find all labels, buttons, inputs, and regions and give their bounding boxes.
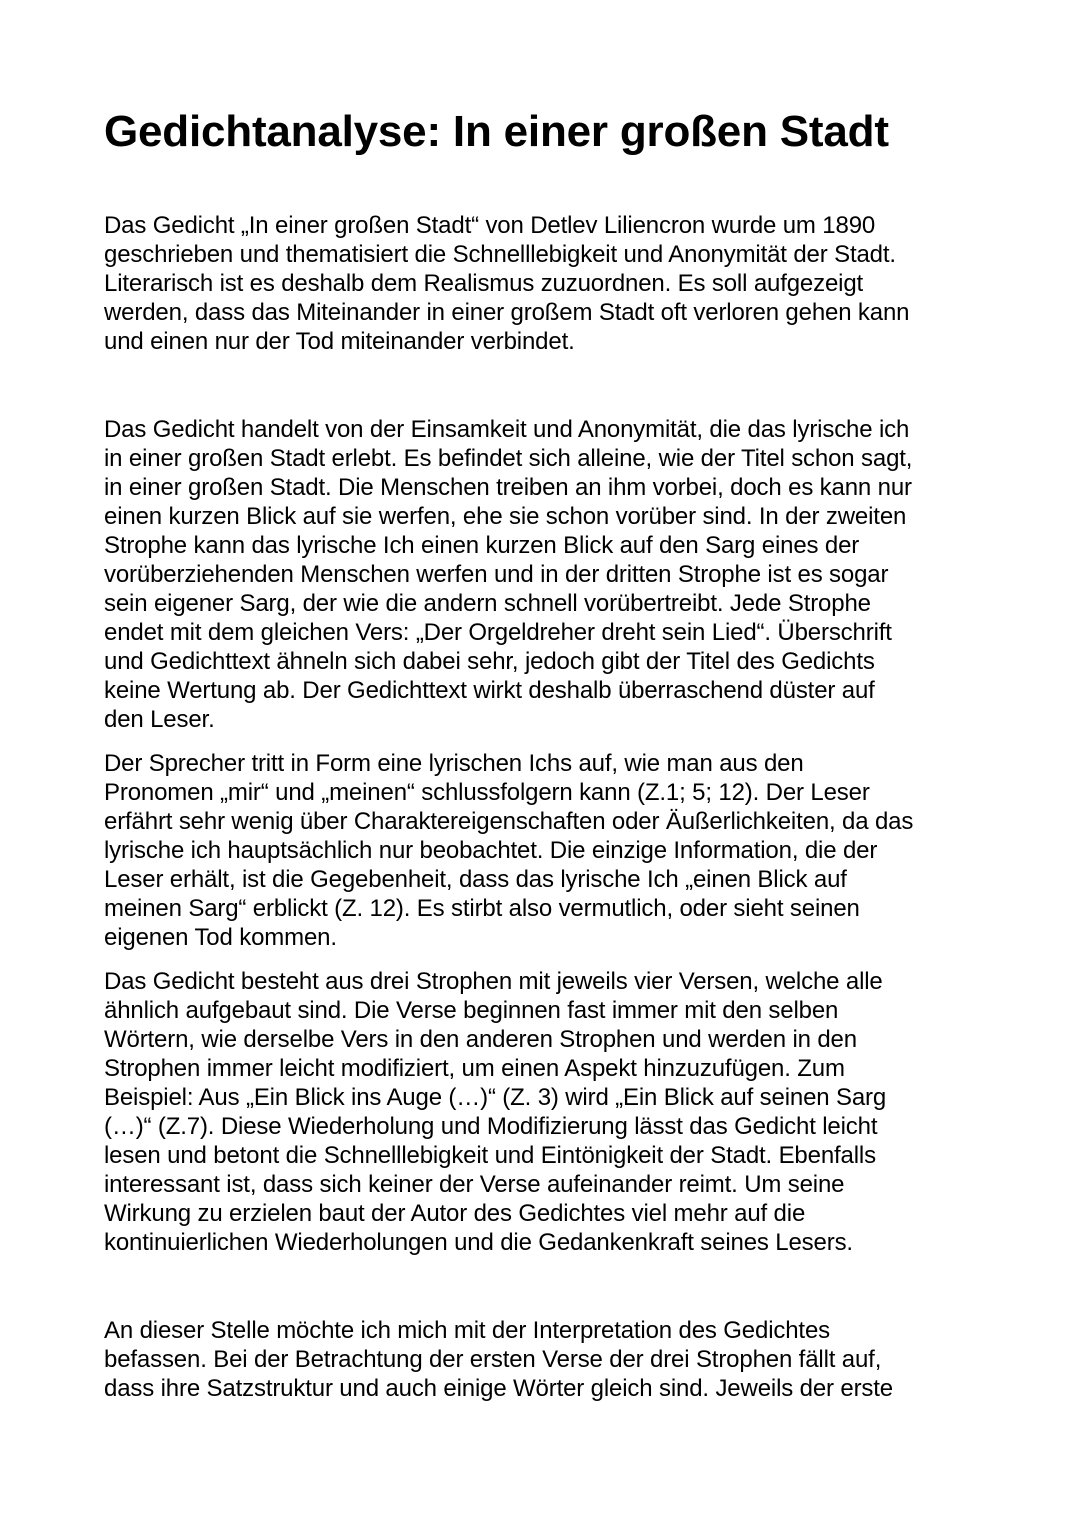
text-line: sein eigener Sarg, der wie die andern schnell vorübertreibt. Jede Strophe	[104, 590, 871, 617]
text-line: endet mit dem gleichen Vers: „Der Orgeldreher dreht sein Lied“. Überschrift	[104, 619, 892, 646]
page-title: Gedichtanalyse: In einer großen Stadt	[104, 107, 889, 156]
text-line: und einen nur der Tod miteinander verbindet.	[104, 328, 575, 355]
paragraph-content-summary	[104, 415, 984, 734]
text-line: geschrieben und thematisiert die Schnelllebigkeit und Anonymität der Stadt.	[104, 241, 896, 268]
text-line: Strophe kann das lyrische Ich einen kurzen Blick auf den Sarg eines der	[104, 532, 860, 559]
paragraph-interpretation	[104, 1316, 984, 1403]
text-line: Das Gedicht „In einer großen Stadt“ von Detlev Liliencron wurde um 1890	[104, 212, 876, 239]
text-line: dass ihre Satzstruktur und auch einige Wörter gleich sind. Jeweils der erste	[104, 1375, 893, 1402]
text-line: und Gedichttext ähneln sich dabei sehr, jedoch gibt der Titel des Gedichts	[104, 648, 875, 675]
text-line: einen kurzen Blick auf sie werfen, ehe sie schon vorüber sind. In der zweiten	[104, 503, 907, 530]
document-page	[104, 104, 984, 1403]
text-line: lyrische ich hauptsächlich nur beobachtet. Die einzige Information, die der	[104, 837, 878, 864]
text-line: Wirkung zu erzielen baut der Autor des Gedichtes viel mehr auf die	[104, 1200, 806, 1227]
text-line: keine Wertung ab. Der Gedichttext wirkt deshalb überraschend düster auf	[104, 677, 875, 704]
text-line: in einer großen Stadt erlebt. Es befindet sich alleine, wie der Titel schon sagt,	[104, 445, 913, 472]
text-line: An dieser Stelle möchte ich mich mit der Interpretation des Gedichtes	[104, 1317, 830, 1344]
text-line: interessant ist, dass sich keiner der Verse aufeinander reimt. Um seine	[104, 1171, 845, 1198]
text-line: den Leser.	[104, 706, 215, 733]
text-line: befassen. Bei der Betrachtung der ersten Verse der drei Strophen fällt auf,	[104, 1346, 882, 1373]
text-line: meinen Sarg“ erblickt (Z. 12). Es stirbt also vermutlich, oder sieht seinen	[104, 895, 860, 922]
text-line: kontinuierlichen Wiederholungen und die Gedankenkraft seines Lesers.	[104, 1229, 853, 1256]
paragraph-structure	[104, 967, 984, 1257]
text-line: erfährt sehr wenig über Charaktereigenschaften oder Äußerlichkeiten, da das	[104, 808, 914, 835]
text-line: vorüberziehenden Menschen werfen und in der dritten Strophe ist es sogar	[104, 561, 889, 588]
text-line: werden, dass das Miteinander in einer großem Stadt oft verloren gehen kann	[104, 299, 910, 326]
text-line: Leser erhält, ist die Gegebenheit, dass das lyrische Ich „einen Blick auf	[104, 866, 847, 893]
text-line: Pronomen „mir“ und „meinen“ schlussfolgern kann (Z.1; 5; 12). Der Leser	[104, 779, 870, 806]
text-line: Beispiel: Aus „Ein Blick ins Auge (…)“ (Z. 3) wird „Ein Blick auf seinen Sarg	[104, 1084, 887, 1111]
text-line: Literarisch ist es deshalb dem Realismus zuzuordnen. Es soll aufgezeigt	[104, 270, 864, 297]
text-line: Der Sprecher tritt in Form eine lyrischen Ichs auf, wie man aus den	[104, 750, 804, 777]
paragraph-speaker	[104, 749, 984, 952]
text-line: (…)“ (Z.7). Diese Wiederholung und Modifizierung lässt das Gedicht leicht	[104, 1113, 878, 1140]
text-line: lesen und betont die Schnelllebigkeit und Eintönigkeit der Stadt. Ebenfalls	[104, 1142, 876, 1169]
text-line: Wörtern, wie derselbe Vers in den anderen Strophen und werden in den	[104, 1026, 857, 1053]
text-line: Strophen immer leicht modifiziert, um einen Aspekt hinzuzufügen. Zum	[104, 1055, 845, 1082]
text-line: Das Gedicht besteht aus drei Strophen mit jeweils vier Versen, welche alle	[104, 968, 883, 995]
text-line: in einer großen Stadt. Die Menschen treiben an ihm vorbei, doch es kann nur	[104, 474, 912, 501]
text-line: eigenen Tod kommen.	[104, 924, 337, 951]
text-line: Das Gedicht handelt von der Einsamkeit und Anonymität, die das lyrische ich	[104, 416, 910, 443]
paragraph-introduction	[104, 211, 984, 356]
text-line: ähnlich aufgebaut sind. Die Verse beginnen fast immer mit den selben	[104, 997, 839, 1024]
